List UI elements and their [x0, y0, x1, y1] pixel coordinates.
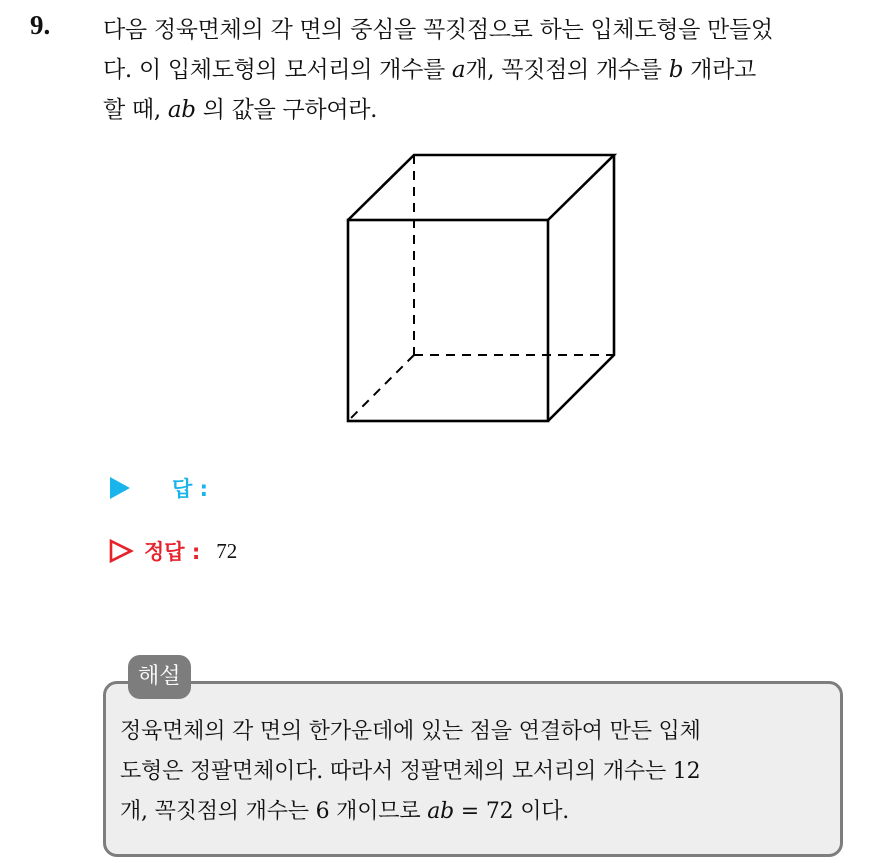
variable-ab: ab [167, 97, 196, 123]
top-face-edges [348, 155, 614, 220]
question-line-3 [103, 90, 868, 130]
solution-line-2: 도형은 정팔면체이다. 따라서 정팔면체의 모서리의 개수는 12 [120, 759, 701, 784]
question-line-2-part-b: 개, 꼭짓점의 개수를 [465, 57, 669, 83]
variable-b: b [668, 57, 684, 83]
solution-line-1: 정육면체의 각 면의 한가운데에 있는 점을 연결하여 만든 입체 [120, 719, 701, 744]
question-line-3-part-a: 할 때, [103, 97, 168, 123]
solution-line-3-part-a: 개, 꼭짓점의 개수는 6 개이므로 [120, 799, 428, 824]
question-line-2-part-a: 다. 이 입체도형의 모서리의 개수를 [103, 57, 452, 83]
question-number: 9. [30, 10, 51, 40]
question-line-2 [103, 50, 868, 90]
question-line-2-part-c: 개라고 [683, 57, 756, 83]
correct-answer-label: 정답 : [144, 540, 201, 564]
answer-label: 답 : [172, 477, 208, 501]
solution-text [120, 712, 832, 832]
correct-answer-value: 72 [216, 538, 238, 563]
solution-variable-ab: ab [427, 799, 454, 824]
outline-triangle-icon [108, 538, 134, 564]
question-text [103, 10, 868, 130]
cube-figure [330, 140, 630, 440]
question-line-1: 다음 정육면체의 각 면의 중심을 꼭짓점으로 하는 입체도형을 만들었 [103, 17, 773, 43]
solution-line-3 [120, 792, 832, 832]
hidden-edge-diagonal [348, 355, 414, 421]
answer-row [107, 470, 208, 506]
solution-line-3-part-b: = 72 이다. [454, 799, 570, 824]
solution-tag: 해설 [128, 655, 191, 699]
variable-a: a [451, 57, 466, 83]
right-face-edges [548, 155, 614, 421]
correct-answer-row [108, 533, 237, 569]
question-line-3-part-b: 의 값을 구하여라. [195, 97, 378, 123]
play-triangle-icon [110, 477, 130, 499]
